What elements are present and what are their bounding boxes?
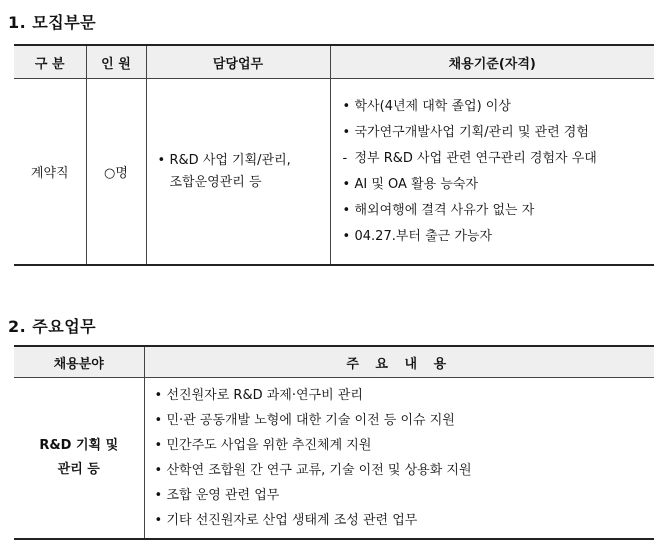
section-title-main-duties: 2. 주요업무 — [8, 317, 97, 336]
list-item: • 학사(4년제 대학 졸업) 이상 — [341, 94, 654, 120]
cell-tasks — [144, 378, 654, 540]
list-item: • 산학연 조합원 간 연구 교류, 기술 이전 및 상용화 지원 — [153, 458, 654, 483]
tasks-list — [153, 383, 654, 533]
list-item: • 04.27.부터 출근 가능자 — [341, 224, 654, 250]
list-item: • AI 및 OA 활용 능숙자 — [341, 172, 654, 198]
list-item: • 민·관 공동개발 노형에 대한 기술 이전 등 이슈 지원 — [153, 408, 654, 433]
duty-line-2: 조합운영관리 등 — [169, 174, 262, 190]
main-duties-table-header — [14, 346, 654, 378]
cell-field — [14, 378, 144, 540]
header-requirements: 채용기준(자격) — [330, 45, 654, 79]
main-duties-table — [14, 345, 654, 540]
recruitment-table-header — [14, 45, 654, 79]
section-title-recruitment: 1. 모집부문 — [8, 13, 97, 32]
header-main-content: 주 요 내 용 — [144, 346, 654, 378]
list-item: • 해외여행에 결격 사유가 없는 자 — [341, 198, 654, 224]
header-category: 구 분 — [14, 45, 86, 79]
cell-duties — [146, 79, 330, 266]
list-item: • 민간주도 사업을 위한 추진체계 지원 — [153, 433, 654, 458]
header-field: 채용분야 — [14, 346, 144, 378]
list-item: - 정부 R&D 사업 관련 연구관리 경험자 우대 — [341, 146, 654, 172]
table-row — [14, 378, 654, 540]
cell-headcount: ○명 — [86, 79, 146, 266]
duty-line-1: • R&D 사업 기획/관리, — [156, 150, 329, 172]
list-item: • 선진원자로 R&D 과제·연구비 관리 — [153, 383, 654, 408]
header-headcount: 인 원 — [86, 45, 146, 79]
list-item: • 기타 선진원자로 산업 생태계 조성 관련 업무 — [153, 508, 654, 533]
list-item: • 국가연구개발사업 기획/관리 및 관련 경험 — [341, 120, 654, 146]
list-item: • 조합 운영 관련 업무 — [153, 483, 654, 508]
recruitment-table — [14, 44, 654, 266]
field-line-1: R&D 기획 및 — [39, 438, 119, 453]
cell-category: 계약직 — [14, 79, 86, 266]
table-row — [14, 79, 654, 266]
header-duties: 담당업무 — [146, 45, 330, 79]
cell-requirements — [330, 79, 654, 266]
requirements-list — [341, 94, 654, 250]
field-line-2: 관리 등 — [57, 462, 100, 477]
